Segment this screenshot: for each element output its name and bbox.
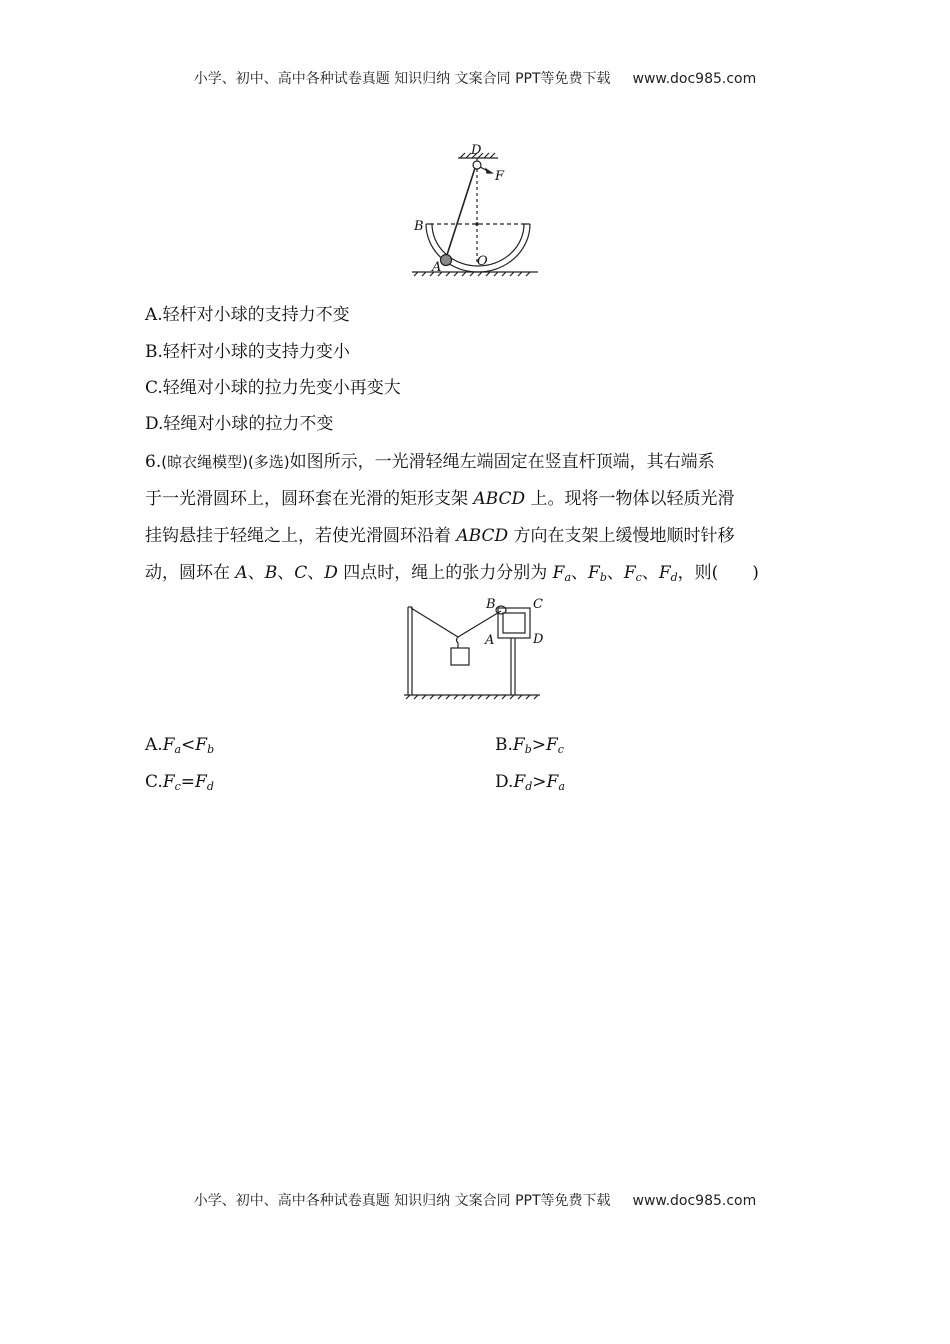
label-F: F: [495, 169, 505, 184]
q5-option-c[interactable]: C.轻绳对小球的拉力先变小再变大: [145, 378, 401, 398]
label-A: A: [485, 633, 495, 648]
page-header: [0, 68, 950, 88]
figure-clothesline-diagram: [400, 595, 550, 705]
q6-option-b[interactable]: [495, 733, 564, 762]
q6-f: F: [195, 772, 207, 792]
q6-tag: (晾衣绳模型)(多选): [161, 453, 290, 471]
figure-bowl-diagram: [400, 140, 550, 282]
q6-line-3: [145, 518, 805, 555]
label-D: D: [533, 632, 544, 647]
label-B: B: [414, 219, 424, 234]
q6-f: F: [195, 735, 208, 755]
relation-symbol: >: [531, 735, 546, 755]
q5-option-b[interactable]: B.轻杆对小球的支持力变小: [145, 342, 350, 362]
q6-text-2a: 于一光滑圆环上，圆环套在光滑的矩形支架: [145, 489, 474, 509]
header-url[interactable]: www.doc985.com: [632, 71, 757, 87]
q6-sub: c: [557, 743, 564, 756]
q6-sep: 、: [606, 563, 624, 583]
q6-sub: d: [525, 780, 533, 793]
q6-text-1: 如图所示，一光滑轻绳左端固定在竖直杆顶端，其右端系: [289, 452, 715, 472]
q6-sep: 、: [247, 563, 265, 583]
q6-f: F: [658, 563, 671, 583]
q6-f: F: [512, 735, 525, 755]
header-text: 小学、初中、高中各种试卷真题 知识归纳 文案合同 PPT等免费下载: [193, 71, 611, 87]
q6-f: F: [162, 772, 175, 792]
center-dot: [475, 222, 479, 226]
q6-sub: a: [174, 743, 182, 756]
q6-sub: d: [670, 571, 678, 584]
q6-line-4: [145, 555, 805, 596]
q6-text-4b: 四点时，绳上的张力分别为: [337, 563, 553, 583]
q6-sep: 、: [641, 563, 659, 583]
q6-text-2b: ABCD: [473, 489, 526, 509]
q6-sep: 、: [277, 563, 295, 583]
label-O: O: [477, 254, 488, 269]
q6-sub: a: [558, 780, 565, 793]
q6-sub: d: [206, 780, 214, 793]
ball: [441, 255, 452, 266]
q6-text-3a: 挂钩悬挂于轻绳之上，若使光滑圆环沿着: [145, 526, 457, 546]
label-A: A: [432, 260, 442, 275]
q6-sub: a: [564, 571, 572, 584]
page-footer: [0, 1190, 950, 1210]
q5-option-a[interactable]: A.轻杆对小球的支持力不变: [145, 305, 350, 325]
q6-number: 6.: [145, 452, 162, 472]
q6-option-a[interactable]: [145, 733, 214, 762]
question-6: [145, 444, 805, 596]
q6-f: F: [162, 735, 175, 755]
q6-text-4a: 动，圆环在: [145, 563, 236, 583]
q6-text-2c: 上。现将一物体以轻质光滑: [525, 489, 735, 509]
q6-f: F: [513, 772, 526, 792]
q6-f: F: [623, 563, 636, 583]
q6-point-b: B: [264, 563, 278, 583]
q6-sub: c: [174, 780, 181, 793]
label-C: C: [533, 597, 543, 612]
q6-sep: 、: [307, 563, 325, 583]
q6-point-c: C: [294, 563, 308, 583]
footer-text: 小学、初中、高中各种试卷真题 知识归纳 文案合同 PPT等免费下载: [193, 1193, 611, 1209]
option-prefix: C.: [145, 772, 163, 792]
q6-f: F: [588, 563, 600, 583]
q6-f: F: [546, 735, 558, 755]
q6-text-3b: ABCD: [456, 526, 509, 546]
q6-point-d: D: [324, 563, 338, 583]
footer-url[interactable]: www.doc985.com: [632, 1193, 757, 1209]
pulley-circle: [473, 161, 481, 169]
q6-option-d[interactable]: [495, 770, 565, 799]
q6-sub: c: [635, 571, 642, 584]
q6-sub: b: [599, 571, 607, 584]
label-D: D: [471, 143, 482, 158]
hanging-box: [451, 648, 469, 665]
q6-sub: b: [524, 743, 532, 756]
light-rod: [446, 168, 475, 258]
q5-option-d[interactable]: D.轻绳对小球的拉力不变: [145, 414, 334, 434]
relation-symbol: >: [532, 772, 547, 792]
option-prefix: D.: [495, 772, 514, 792]
q6-text-3c: 方向在支架上缓慢地顺时针移: [508, 526, 735, 546]
relation-symbol: <: [181, 735, 196, 755]
q6-text-4c: ，则( ): [677, 563, 759, 583]
label-B: B: [486, 597, 496, 612]
q6-line-1: [145, 444, 805, 481]
q6-f: F: [552, 563, 565, 583]
q6-sub: b: [207, 743, 215, 756]
frame-abcd-inner: [503, 613, 525, 633]
q6-line-2: [145, 481, 805, 518]
q6-option-c[interactable]: [145, 770, 214, 799]
q6-sep: 、: [571, 563, 589, 583]
relation-symbol: =: [180, 772, 196, 792]
option-prefix: B.: [495, 735, 513, 755]
q6-point-a: A: [235, 563, 248, 583]
hook: [457, 637, 459, 648]
q6-f: F: [546, 772, 559, 792]
option-prefix: A.: [145, 735, 163, 755]
